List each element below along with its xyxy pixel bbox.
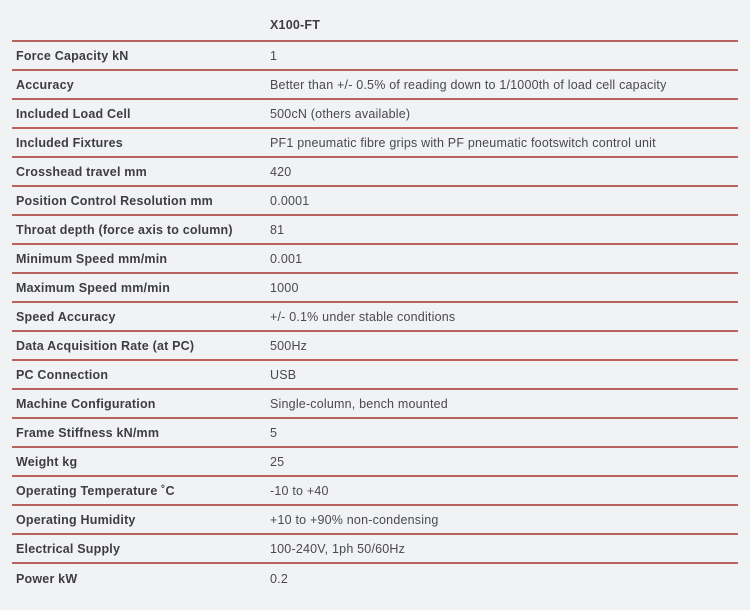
table-header-row	[12, 10, 738, 42]
row-value: 0.0001	[270, 193, 310, 208]
row-label: Machine Configuration	[16, 396, 156, 411]
row-value: +10 to +90% non-condensing	[270, 512, 439, 527]
row-label: PC Connection	[16, 367, 109, 382]
table-row	[12, 216, 738, 245]
row-value: -10 to +40	[270, 483, 329, 498]
table-row	[12, 390, 738, 419]
row-value: 81	[270, 222, 285, 237]
row-value: 5	[270, 425, 278, 440]
row-label: Electrical Supply	[16, 541, 121, 556]
row-value: 1000	[270, 280, 299, 295]
row-label: Weight kg	[16, 454, 78, 469]
row-label: Throat depth (force axis to column)	[16, 222, 233, 237]
row-value: 1	[270, 48, 278, 63]
row-label: Minimum Speed mm/min	[16, 251, 168, 266]
row-value: 500Hz	[270, 338, 308, 353]
table-row	[12, 477, 738, 506]
row-value: 0.2	[270, 571, 288, 586]
column-header-model: X100-FT	[270, 18, 321, 32]
row-value: 420	[270, 164, 292, 179]
table-row	[12, 361, 738, 390]
row-label: Crosshead travel mm	[16, 164, 147, 179]
table-row	[12, 129, 738, 158]
table-row	[12, 245, 738, 274]
row-value: Better than +/- 0.5% of reading down to 1/1000th of load cell capacity	[270, 77, 667, 92]
row-label: Data Acquisition Rate (at PC)	[16, 338, 195, 353]
row-value: Single-column, bench mounted	[270, 396, 448, 411]
row-label: Power kW	[16, 571, 78, 586]
spec-table	[12, 0, 738, 593]
table-row	[12, 332, 738, 361]
row-label: Maximum Speed mm/min	[16, 280, 171, 295]
row-value: 25	[270, 454, 285, 469]
row-value: 500cN (others available)	[270, 106, 411, 121]
row-label: Operating Humidity	[16, 512, 136, 527]
table-row	[12, 274, 738, 303]
table-row	[12, 506, 738, 535]
table-row	[12, 564, 738, 593]
row-label: Position Control Resolution mm	[16, 193, 213, 208]
row-value: 100-240V, 1ph 50/60Hz	[270, 541, 406, 556]
table-row	[12, 448, 738, 477]
table-row	[12, 42, 738, 71]
row-label: Speed Accuracy	[16, 309, 116, 324]
table-row	[12, 71, 738, 100]
table-row	[12, 158, 738, 187]
table-row	[12, 303, 738, 332]
table-row	[12, 535, 738, 564]
row-label: Included Load Cell	[16, 106, 131, 121]
row-value: PF1 pneumatic fibre grips with PF pneumatic footswitch control unit	[270, 135, 656, 150]
table-row	[12, 419, 738, 448]
row-value: 0.001	[270, 251, 303, 266]
table-body	[12, 42, 738, 593]
row-label: Accuracy	[16, 77, 74, 92]
row-value: +/- 0.1% under stable conditions	[270, 309, 456, 324]
row-value: USB	[270, 367, 297, 382]
row-label: Operating Temperature ˚C	[16, 483, 175, 498]
row-label: Frame Stiffness kN/mm	[16, 425, 160, 440]
table-row	[12, 100, 738, 129]
row-label: Force Capacity kN	[16, 48, 129, 63]
row-label: Included Fixtures	[16, 135, 123, 150]
table-row	[12, 187, 738, 216]
